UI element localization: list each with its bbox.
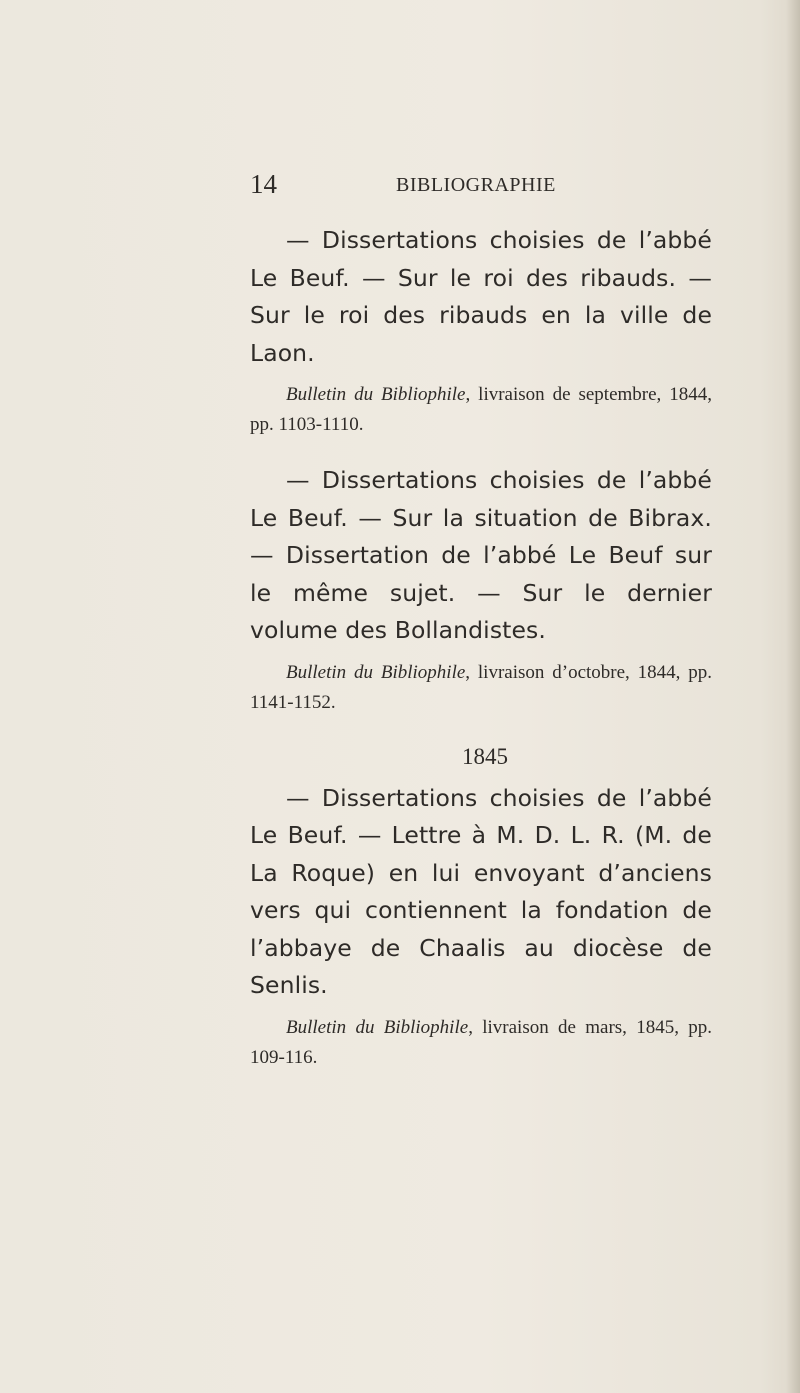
citation-details: , livraison de mars, 1845, pp. 109-116.: [250, 1016, 713, 1068]
citation-journal: Bulletin du Bibliophile: [286, 384, 466, 405]
bibliography-entry: [250, 222, 712, 440]
citation-journal: Bulletin du Bibliophile: [286, 661, 466, 683]
page-content: [250, 222, 712, 1095]
entry-citation: [250, 1013, 712, 1073]
running-head: [250, 168, 710, 200]
entry-text: — Dissertations choisies de l’abbé Le Beuf. — Lettre à M. D. L. R. (M. de La Roque) en lui envoyant d’anciens vers qui contiennent la fondation de l’abbaye de Chaalis au diocèse de Senlis.: [250, 783, 712, 999]
entry-citation: [250, 658, 712, 718]
citation-details: , livraison d’octobre, 1844, pp. 1141-1152.: [250, 661, 712, 713]
bibliography-entry: [250, 462, 712, 718]
page-number: 14: [250, 169, 277, 199]
year-heading: 1845: [462, 743, 508, 769]
citation-journal: Bulletin du Bibliophile: [286, 1016, 469, 1038]
page-edge-shadow: [786, 0, 800, 1393]
entry-citation: [250, 380, 712, 440]
citation-details: , livraison de septembre, 1844, pp. 1103-1110.: [250, 384, 712, 435]
entry-text: — Dissertations choisies de l’abbé Le Beuf. — Sur la situation de Bibrax. — Dissertation de l’abbé Le Beuf sur le même sujet. — Sur le dernier volume des Bollandistes.: [250, 466, 712, 644]
bibliography-entry: [250, 780, 712, 1073]
entry-text: — Dissertations choisies de l’abbé Le Beuf. — Sur le roi des ribauds. — Sur le roi des ribauds en la ville de Laon.: [250, 226, 712, 367]
running-title: BIBLIOGRAPHIE: [396, 174, 556, 196]
